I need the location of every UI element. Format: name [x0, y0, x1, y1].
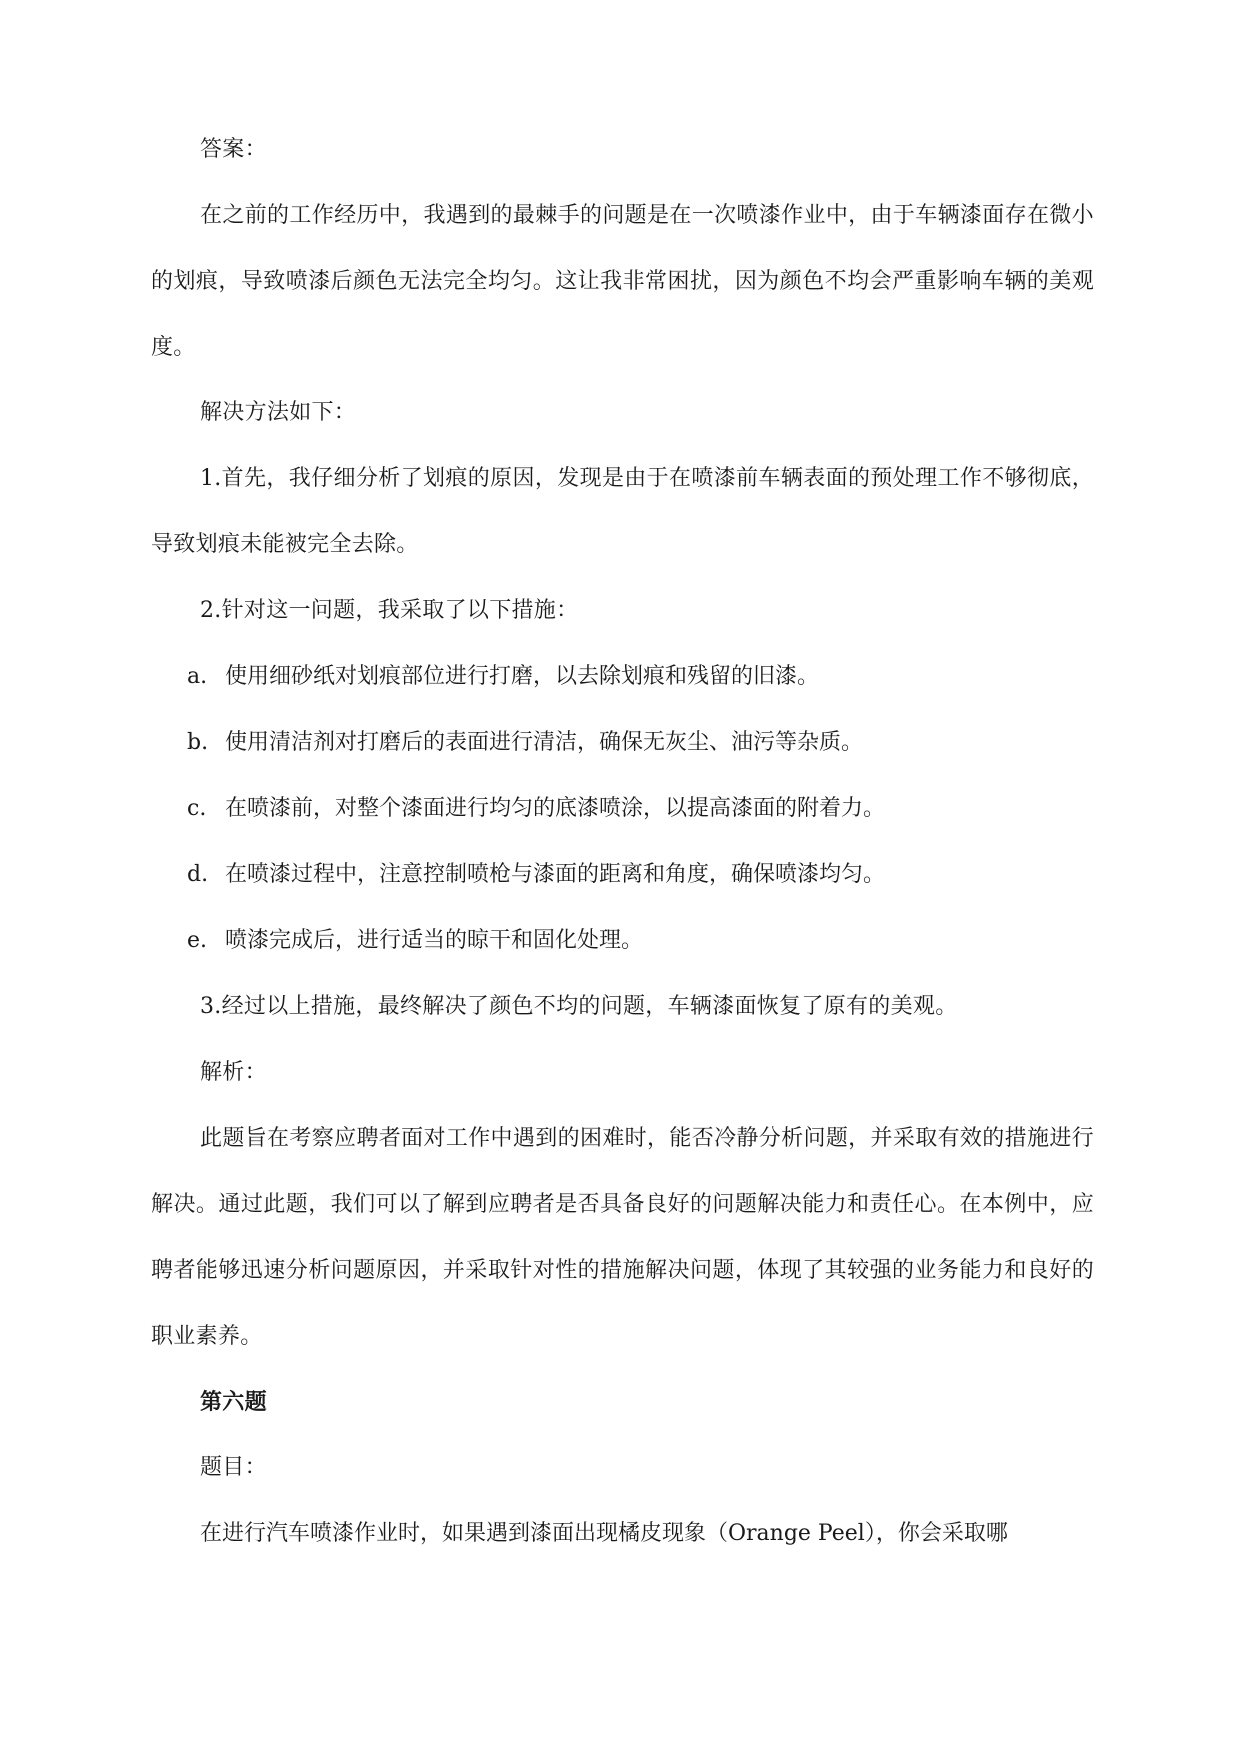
answer-label: 答案：: [200, 137, 267, 162]
measure-e: [187, 908, 1087, 974]
measure-c: [187, 776, 1087, 842]
measure-text: 喷漆完成后，进行适当的晾干和固化处理。: [225, 928, 644, 953]
measure-text: 在喷漆过程中，注意控制喷枪与漆面的距离和角度，确保喷漆均匀。: [225, 862, 886, 887]
analysis-label: 解析：: [200, 1060, 267, 1085]
solution-intro: 解决方法如下：: [200, 400, 357, 425]
question-label: 题目：: [200, 1455, 267, 1480]
step-1: 1.首先，我仔细分析了划痕的原因，发现是由于在喷漆前车辆表面的预处理工作不够彻底，导致划痕未能被完全去除。: [151, 466, 1094, 557]
measure-a: [187, 644, 1087, 710]
measure-d: [187, 842, 1087, 908]
step-3: 3.经过以上措施，最终解决了颜色不均的问题，车辆漆面恢复了原有的美观。: [200, 994, 958, 1019]
measure-label: a.: [187, 664, 208, 689]
measure-text: 使用清洁剂对打磨后的表面进行清洁，确保无灰尘、油污等杂质。: [225, 730, 864, 755]
measure-label: d.: [187, 862, 209, 887]
question-text: 在进行汽车喷漆作业时，如果遇到漆面出现橘皮现象（Orange Peel），你会采取哪: [200, 1521, 1008, 1546]
measure-label: b.: [187, 730, 209, 755]
measure-text: 使用细砂纸对划痕部位进行打磨，以去除划痕和残留的旧漆。: [225, 664, 820, 689]
analysis-paragraph: 此题旨在考察应聘者面对工作中遇到的困难时，能否冷静分析问题，并采取有效的措施进行解决。通过此题，我们可以了解到应聘者是否具备良好的问题解决能力和责任心。在本例中，应聘者能够迅速分析问题原因，并采取针对性的措施解决问题，体现了其较强的业务能力和良好的职业素养。: [151, 1126, 1094, 1349]
measure-text: 在喷漆前，对整个漆面进行均匀的底漆喷涂，以提高漆面的附着力。: [225, 796, 886, 821]
question-heading: 第六题: [200, 1389, 267, 1415]
step-2: 2.针对这一问题，我采取了以下措施：: [200, 598, 579, 623]
measure-b: [187, 710, 1087, 776]
answer-paragraph: 在之前的工作经历中，我遇到的最棘手的问题是在一次喷漆作业中，由于车辆漆面存在微小的划痕，导致喷漆后颜色无法完全均匀。这让我非常困扰，因为颜色不均会严重影响车辆的美观度。: [151, 203, 1094, 360]
measure-label: c.: [187, 796, 207, 821]
measure-label: e.: [187, 928, 208, 953]
